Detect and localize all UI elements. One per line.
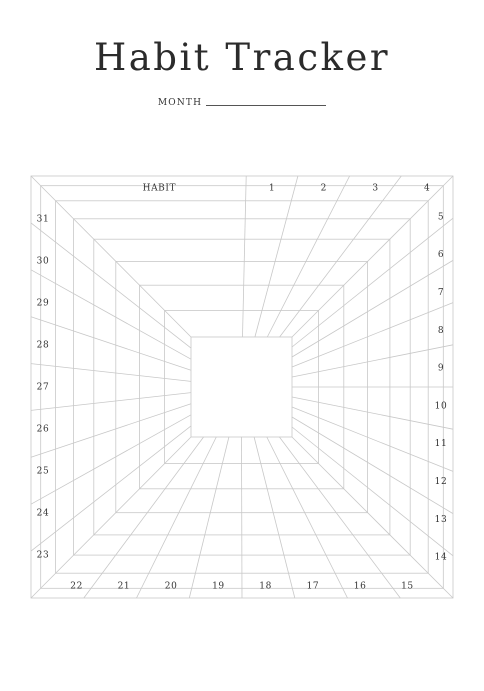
grid-ray [280,176,402,337]
grid-ray [189,437,229,598]
grid-diagonal [292,176,453,337]
day-label-bottom: 21 [117,581,131,592]
day-label-right: 10 [434,401,448,412]
day-label-left: 24 [36,508,50,519]
page-title: Habit Tracker [93,36,391,79]
grid-ring [191,337,292,437]
day-label-right: 8 [437,325,445,336]
day-label-top: 4 [424,183,431,194]
grid-ray [84,437,204,598]
day-label-right: 12 [434,477,448,487]
grid-ray [254,437,295,598]
day-label-bottom: 18 [259,581,272,592]
grid-ray [31,404,191,458]
day-label-left: 29 [36,298,50,309]
day-label-left: 27 [36,382,50,393]
grid-ray [31,270,191,359]
month-label: MONTH [157,98,203,108]
day-label-bottom: 15 [401,581,414,592]
day-label-left: 31 [36,214,50,225]
grid-ray [279,437,400,598]
day-label-right: 11 [434,439,448,450]
grid-ray [31,364,191,382]
day-label-right: 5 [437,212,445,223]
day-label-left: 30 [36,256,50,267]
grid-ray [267,176,349,337]
habit-header: HABIT [142,183,177,194]
day-label-bottom: 19 [212,581,225,592]
day-label-left: 26 [36,424,50,435]
grid-ray [292,218,453,347]
grid-ray [255,176,298,337]
grid-diagonal [292,437,453,598]
day-label-right: 14 [434,552,448,563]
grid-ray [31,393,191,411]
day-label-bottom: 22 [70,581,83,592]
day-label-right: 13 [434,514,448,525]
day-label-top: 1 [268,183,276,194]
grid-ray [292,427,453,556]
day-label-left: 23 [36,550,50,561]
grid-ray [31,317,191,371]
grid-ray [292,407,453,471]
grid-ray [292,260,453,357]
day-label-bottom: 17 [306,581,320,592]
day-label-right: 6 [437,250,445,261]
day-label-left: 25 [36,466,50,477]
day-label-right: 9 [437,363,445,374]
grid-ray [137,437,217,598]
grid-ray [292,303,453,367]
grid-diagonal [31,176,191,337]
day-label-bottom: 20 [164,581,178,592]
day-label-top: 2 [320,183,327,194]
day-label-right: 7 [437,288,445,298]
grid-ray [267,437,348,598]
grid-ray [31,415,191,504]
grid-ray [242,437,243,598]
day-label-left: 28 [36,340,50,351]
day-label-bottom: 16 [353,581,367,592]
grid-ray [292,417,453,514]
grid-ray [292,397,453,429]
grid-ray [292,345,453,377]
day-label-top: 3 [372,183,379,194]
grid-ray [243,176,247,337]
grid-diagonal [31,437,191,598]
